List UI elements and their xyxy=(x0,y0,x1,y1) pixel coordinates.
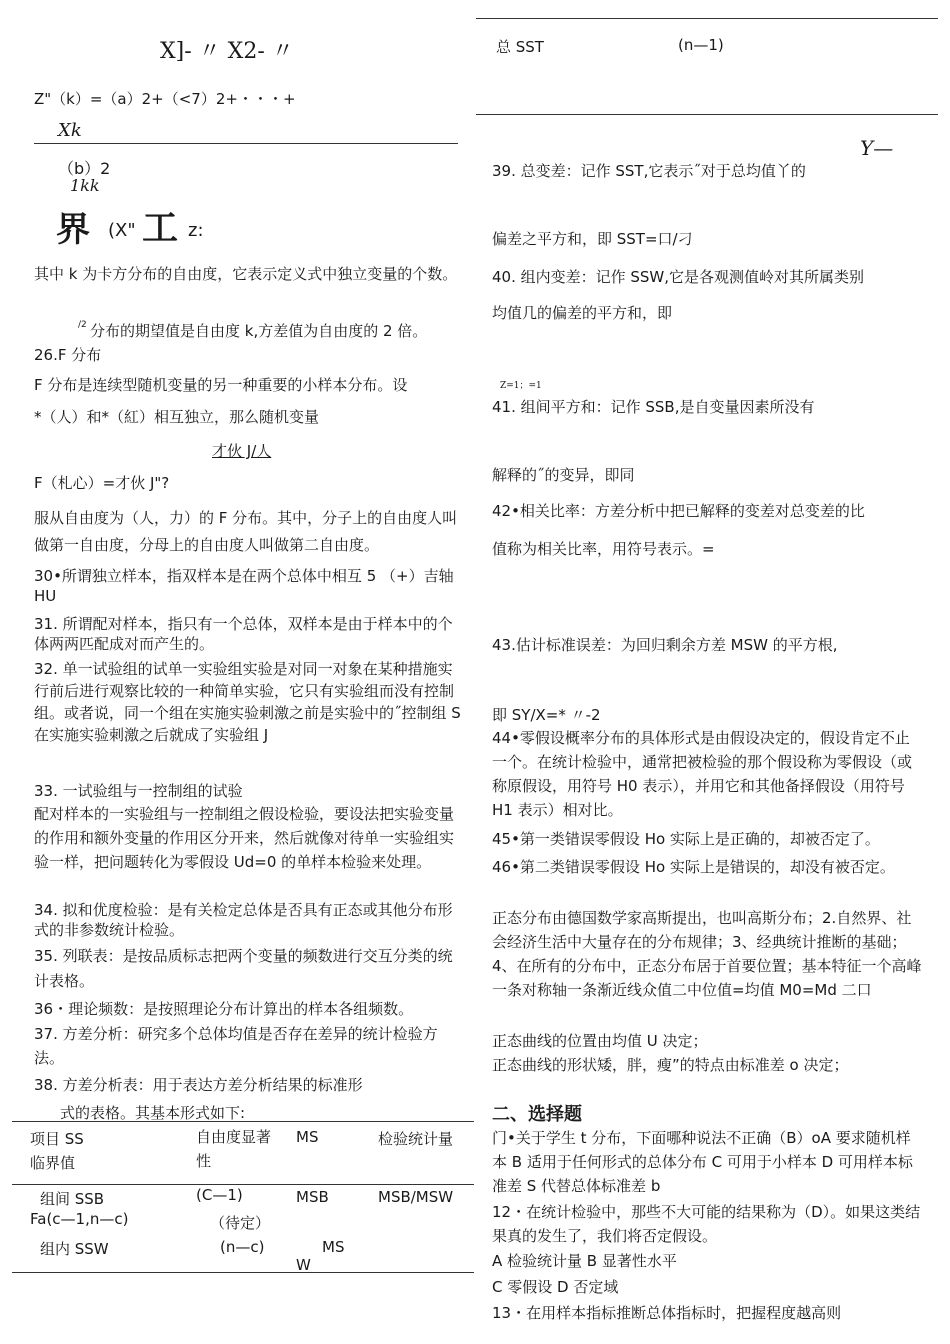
item-33-body: 配对样本的一实验组与一控制组之假设检验，要设法把实验变量的作用和额外变量的作用区分开来，然后就像对待单一实验组实验一样，把问题转化为零假设 Ud=0 的单样本检验来处理。 xyxy=(34,805,455,871)
f-desc: 服从自由度为（人，力）的 F 分布。其中，分子上的自由度人叫做第一自由度，分母上的自由度人叫做第二自由度。 xyxy=(34,509,458,554)
item-38: 38. 方差分析表：用于表达方差分析结果的标准形 xyxy=(34,1076,363,1094)
formula-1kk: 1kk xyxy=(70,176,100,195)
item-42: 42•相关比率：方差分析中把已解释的变差对总变差的比 xyxy=(492,502,865,520)
top-sst: 总 SST xyxy=(496,38,544,56)
f-fraction: 才伙 J/人 xyxy=(212,442,272,460)
table-r1-df: (C—1) xyxy=(196,1186,243,1204)
item-45: 45•第一类错误零假设 Ho 实际上是正确的，却被否定了。 xyxy=(492,830,880,848)
table-r1-ms: MSB xyxy=(296,1188,329,1206)
table-r2-item: 组内 SSW xyxy=(40,1240,109,1258)
table-header-item: 项目 SS xyxy=(30,1130,84,1148)
formula-x-mid: (X" xyxy=(108,220,136,241)
table-header-stat: 检验统计量 xyxy=(378,1130,454,1148)
formula-top: X]- 〃 X2- 〃 xyxy=(160,39,294,64)
question-12-options-ab: A 检验统计量 B 显著性水平 xyxy=(492,1252,677,1270)
item-31: 31. 所谓配对样本，指只有一个总体，双样本是由于样本中的个体两两匹配成对而产生的。 xyxy=(34,615,453,653)
table-r1-stat: MSB/MSW xyxy=(378,1188,454,1206)
item-33-title: 33. 一试验组与一控制组的试验 xyxy=(34,782,243,800)
item-43-cont: 即 SY/X=* 〃-2 xyxy=(492,706,601,724)
table-r1-df2: （待定） xyxy=(210,1214,271,1232)
formula-z: z: xyxy=(188,220,204,241)
table-header-ms: MS xyxy=(296,1128,319,1146)
item-37: 37. 方差分析：研究多个总体均值是否存在差异的统计检验方法。 xyxy=(34,1025,438,1067)
z-small: Z=1；=1 xyxy=(500,381,542,391)
table-r2-ms2: W xyxy=(296,1256,311,1274)
right-top-border xyxy=(476,18,938,19)
item-42-cont: 值称为相关比率，用符号表示。= xyxy=(492,540,715,558)
table-r2-ms: MS xyxy=(322,1238,345,1256)
y-mark: Y— xyxy=(860,136,894,160)
item-43: 43.估计标准误差：为回归剩余方差 MSW 的平方根, xyxy=(492,636,838,654)
formula-b2: （b）2 xyxy=(58,159,111,178)
table-bottom-border xyxy=(12,1272,474,1273)
f-equation: F（札心）=才伙 J"? xyxy=(34,474,170,492)
item-32: 32. 单一试验组的试单一实验组实验是对同一对象在某种措施实行前后进行观察比较的一种简单实验，它只有实验组而没有控制组。或者说，同一个组在实施实验刺激之前是实验中的˝控制组 S 在实施实验刺激之后就成了实验组 J xyxy=(34,660,461,744)
section-26-title: 26.F 分布 xyxy=(34,346,102,364)
table-header-df2: 性 xyxy=(196,1152,212,1170)
right-table-bottom xyxy=(476,114,938,115)
formula-big-gong: 工 xyxy=(142,208,179,249)
table-top-border xyxy=(12,1121,474,1122)
item-38-cont: 式的表格。其基本形式如下: xyxy=(60,1104,246,1122)
table-header-border xyxy=(12,1184,474,1185)
item-30: 30•所谓独立样本，指双样本是在两个总体中相互 5 （+）吉轴 HU xyxy=(34,567,454,605)
question-12-options-cd: C 零假设 D 否定域 xyxy=(492,1278,619,1296)
top-n1: (n—1) xyxy=(678,36,724,54)
formula-xk: Xk xyxy=(58,120,82,141)
item-39-cont: 偏差之平方和，即 SST=口/刁 xyxy=(492,230,693,248)
item-46: 46•第二类错误零假设 Ho 实际上是错误的，却没有被否定。 xyxy=(492,858,895,876)
section-26-body2: *（人）和*（紅）相互独立，那么随机变量 xyxy=(34,408,320,426)
normal-dist-desc: 正态分布由德国数学家高斯提出，也叫高斯分布；2.自然界、社会经济生活中大量存在的分布规律；3、经典统计推断的基础；4、在所有的分布中，正态分布居于首要位置；基本特征一个高峰一条对称轴一条渐近线众值二中位值=均值 M0=Md 二口 xyxy=(492,909,922,999)
item-41-cont: 解释的˝的变异，即同 xyxy=(492,466,635,484)
item-39: 39. 总变差：记作 SST,它表示˝对于总均值丫的 xyxy=(492,162,806,180)
table-header-df: 自由度显著 xyxy=(196,1128,272,1146)
item-44: 44•零假设概率分布的具体形式是由假设决定的，假设肯定不止一个。在统计检验中，通常把被检验的那个假设称为零假设（或称原假设，用符号 H0 表示），并用它和其他备择假设（用符号 H1 表示）相对比。 xyxy=(492,729,913,819)
chi-sup: /2 xyxy=(78,320,87,330)
item-34: 34. 拟和优度检验：是有关检定总体是否具有正态或其他分布形式的非参数统计检验。 xyxy=(34,901,453,939)
table-r1-crit: Fa(c—1,n—c) xyxy=(30,1210,129,1228)
item-40: 40. 组内变差：记作 SSW,它是各观测值岭对其所属类别 xyxy=(492,268,865,286)
formula-big-char: 界 xyxy=(56,210,90,250)
item-35: 35. 列联表：是按品质标志把两个变量的频数进行交互分类的统计表格。 xyxy=(34,947,453,990)
formula-divider xyxy=(34,143,458,144)
item-40-cont: 均值几的偏差的平方和，即 xyxy=(492,304,673,322)
table-r2-df: (n—c) xyxy=(220,1238,265,1256)
question-12: 12・在统计检验中，那些不大可能的结果称为（D）。如果这类结果真的发生了，我们将否定假设。 xyxy=(492,1203,921,1245)
question-13: 13・在用样本指标推断总体指标时，把握程度越高则 xyxy=(492,1304,842,1322)
normal-dist-shape: 正态曲线的形状矮，胖，瘦”的特点由标准差 o 决定； xyxy=(492,1056,849,1074)
table-r1-item: 组间 SSB xyxy=(40,1190,105,1208)
item-36: 36・理论频数：是按照理论分布计算出的样本各组频数。 xyxy=(34,1000,414,1018)
item-41: 41. 组间平方和：记作 SSB,是自变量因素所没有 xyxy=(492,398,815,416)
chi-desc: 其中 k 为卡方分布的自由度，它表示定义式中独立变量的个数。 xyxy=(34,265,458,283)
normal-dist-position: 正态曲线的位置由均值 U 决定； xyxy=(492,1032,708,1050)
section-26-body: F 分布是连续型随机变量的另一种重要的小样本分布。设 xyxy=(34,376,408,394)
chi-mean: 分布的期望值是自由度 k,方差值为自由度的 2 倍。 xyxy=(90,322,428,340)
question-t: 门•关于学生 t 分布，下面哪种说法不正确（B）oA 要求随机样本 B 适用于任何形式的总体分布 C 可用于小样本 D 可用样本标准差 S 代替总体标准差 b xyxy=(492,1129,913,1195)
table-header-item2: 临界值 xyxy=(30,1154,76,1172)
formula-line: Z"（k）=（a）2+（<7）2+・・・+ xyxy=(34,90,296,108)
section-title: 二、选择题 xyxy=(492,1104,582,1125)
